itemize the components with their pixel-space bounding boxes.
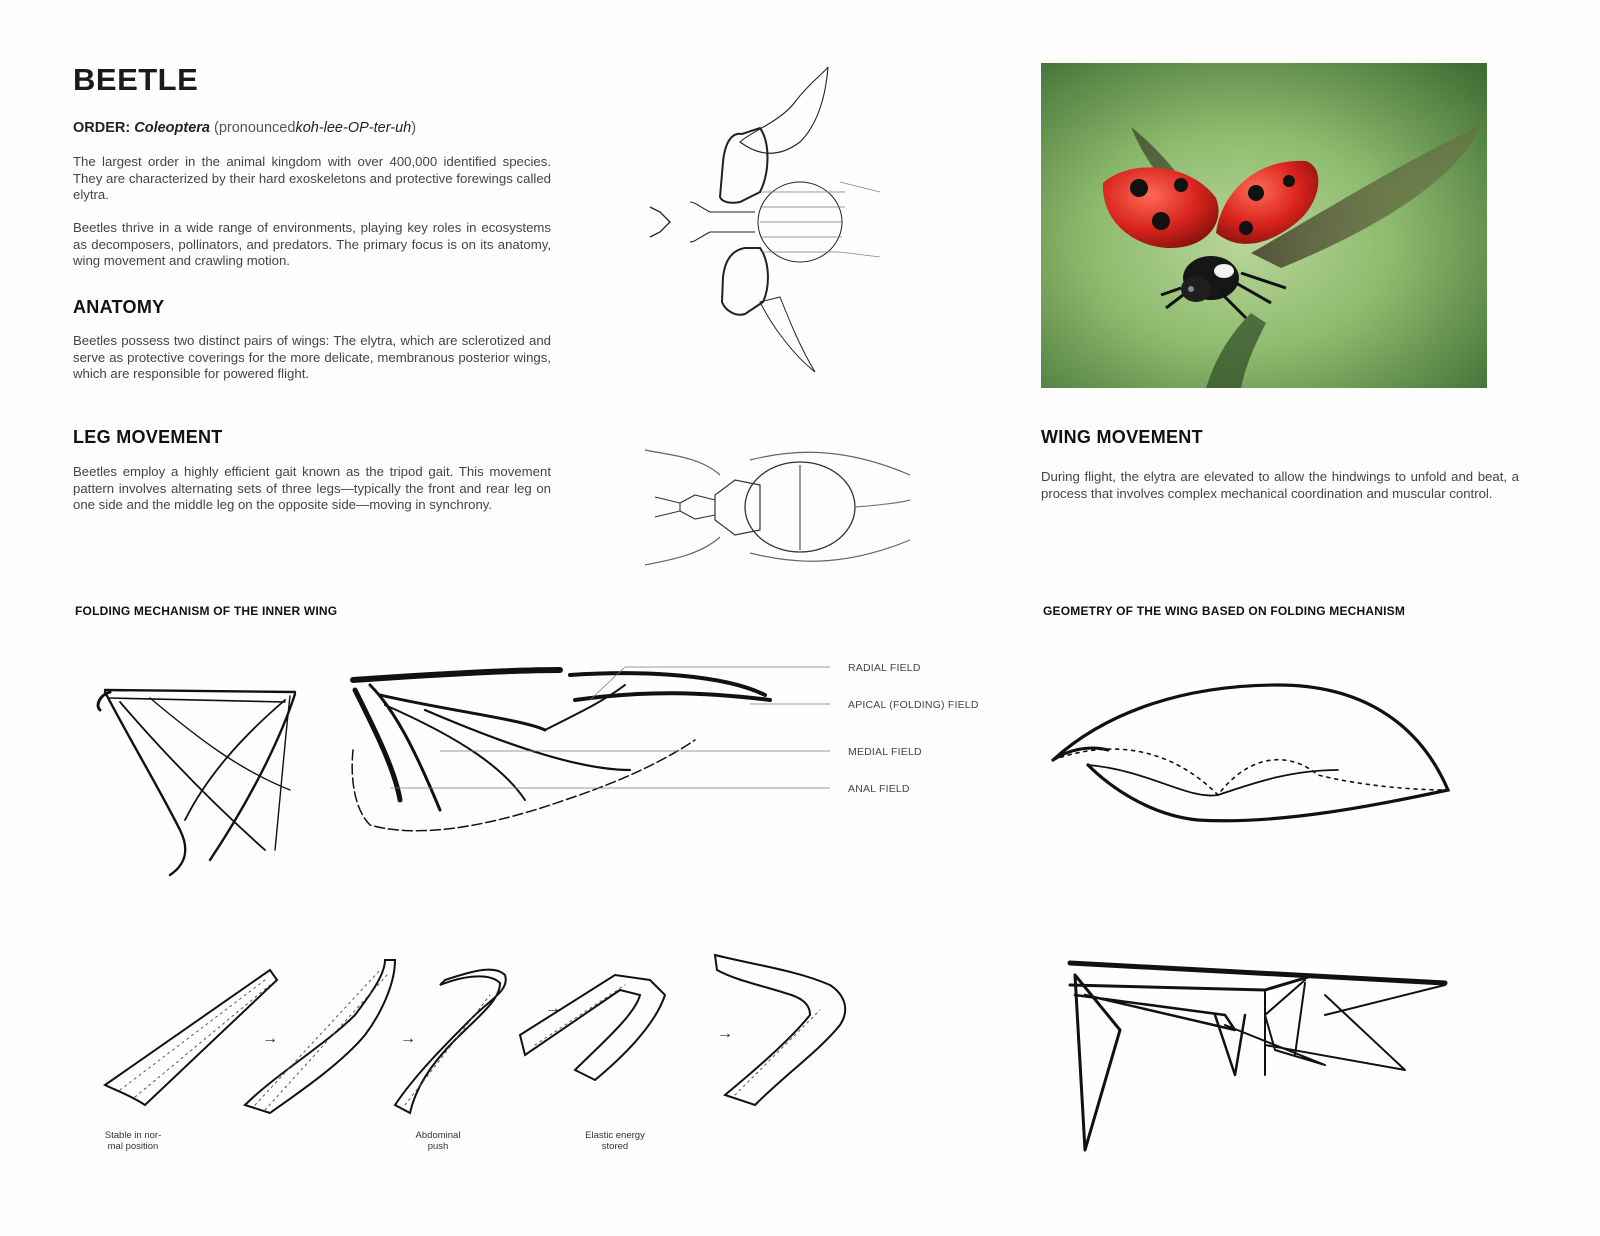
anatomy-heading: ANATOMY <box>73 297 165 317</box>
arrow-4: → <box>717 1025 733 1042</box>
beetle-wings-spread-sketch <box>650 62 910 382</box>
folding-heading: FOLDING MECHANISM OF THE INNER WING <box>75 604 338 618</box>
pronunciation: koh-lee-OP-ter-uh <box>295 120 412 136</box>
anatomy-text: Beetles possess two distinct pairs of wings: The elytra, which are sclerotized and serve as protective coverings for the more delicate, membranous posterior wings, which are responsible for powered flight. <box>73 333 551 382</box>
wing-geometry-angular <box>1065 955 1455 1155</box>
pronounced-suffix: ) <box>411 120 417 136</box>
page-title: BEETLE <box>73 62 199 97</box>
caption-abdominal: Abdominal push <box>415 1130 461 1152</box>
geometry-heading: GEOMETRY OF THE WING BASED ON FOLDING MECHANISM <box>1043 604 1406 618</box>
arrow-3: → <box>545 1000 561 1017</box>
leg-movement-heading: LEG MOVEMENT <box>73 427 223 447</box>
apical-field-label: APICAL (FOLDING) FIELD <box>848 699 979 711</box>
intro-paragraph-1: The largest order in the animal kingdom with over 400,000 identified species. They are characterized by their hard exoskeletons and protective forewings called elytra. <box>73 154 551 203</box>
ladybug-photo <box>1041 63 1487 388</box>
leg-movement-text: Beetles employ a highly efficient gait known as the tripod gait. This movement pattern involves alternating sets of three legs—typically the front and rear leg on one side and the middle leg on the opposite side—moving in synchrony. <box>73 464 551 513</box>
medial-field-label: MEDIAL FIELD <box>848 746 922 758</box>
field-leader-lines <box>380 660 840 790</box>
arrow-1: → <box>262 1030 278 1047</box>
arrow-2: → <box>400 1030 416 1047</box>
wing-movement-heading: WING MOVEMENT <box>1041 427 1203 447</box>
caption-elastic: Elastic energy stored <box>585 1130 645 1152</box>
beetle-top-view-sketch <box>640 445 930 575</box>
pronounced-prefix: (pronounced <box>214 120 296 136</box>
caption-stable: Stable in nor- mal position <box>104 1130 162 1152</box>
wing-fold-sequence-sketch <box>95 955 875 1125</box>
radial-field-label: RADIAL FIELD <box>848 662 921 674</box>
intro-paragraph-2: Beetles thrive in a wide range of environments, playing key roles in ecosystems as decomposers, pollinators, and predators. The primary focus is on its anatomy, wing movement and crawling motion. <box>73 220 551 269</box>
anal-field-label: ANAL FIELD <box>848 783 910 795</box>
wing-movement-text: During flight, the elytra are elevated to allow the hindwings to unfold and beat, a process that involves complex mechanical coordination and muscular control. <box>1041 469 1519 501</box>
wing-geometry-curve <box>1048 680 1458 830</box>
order-label: ORDER: <box>73 120 131 136</box>
folded-wing-sketch <box>90 680 305 890</box>
order-name: Coleoptera <box>134 120 210 136</box>
order-line <box>73 120 416 136</box>
